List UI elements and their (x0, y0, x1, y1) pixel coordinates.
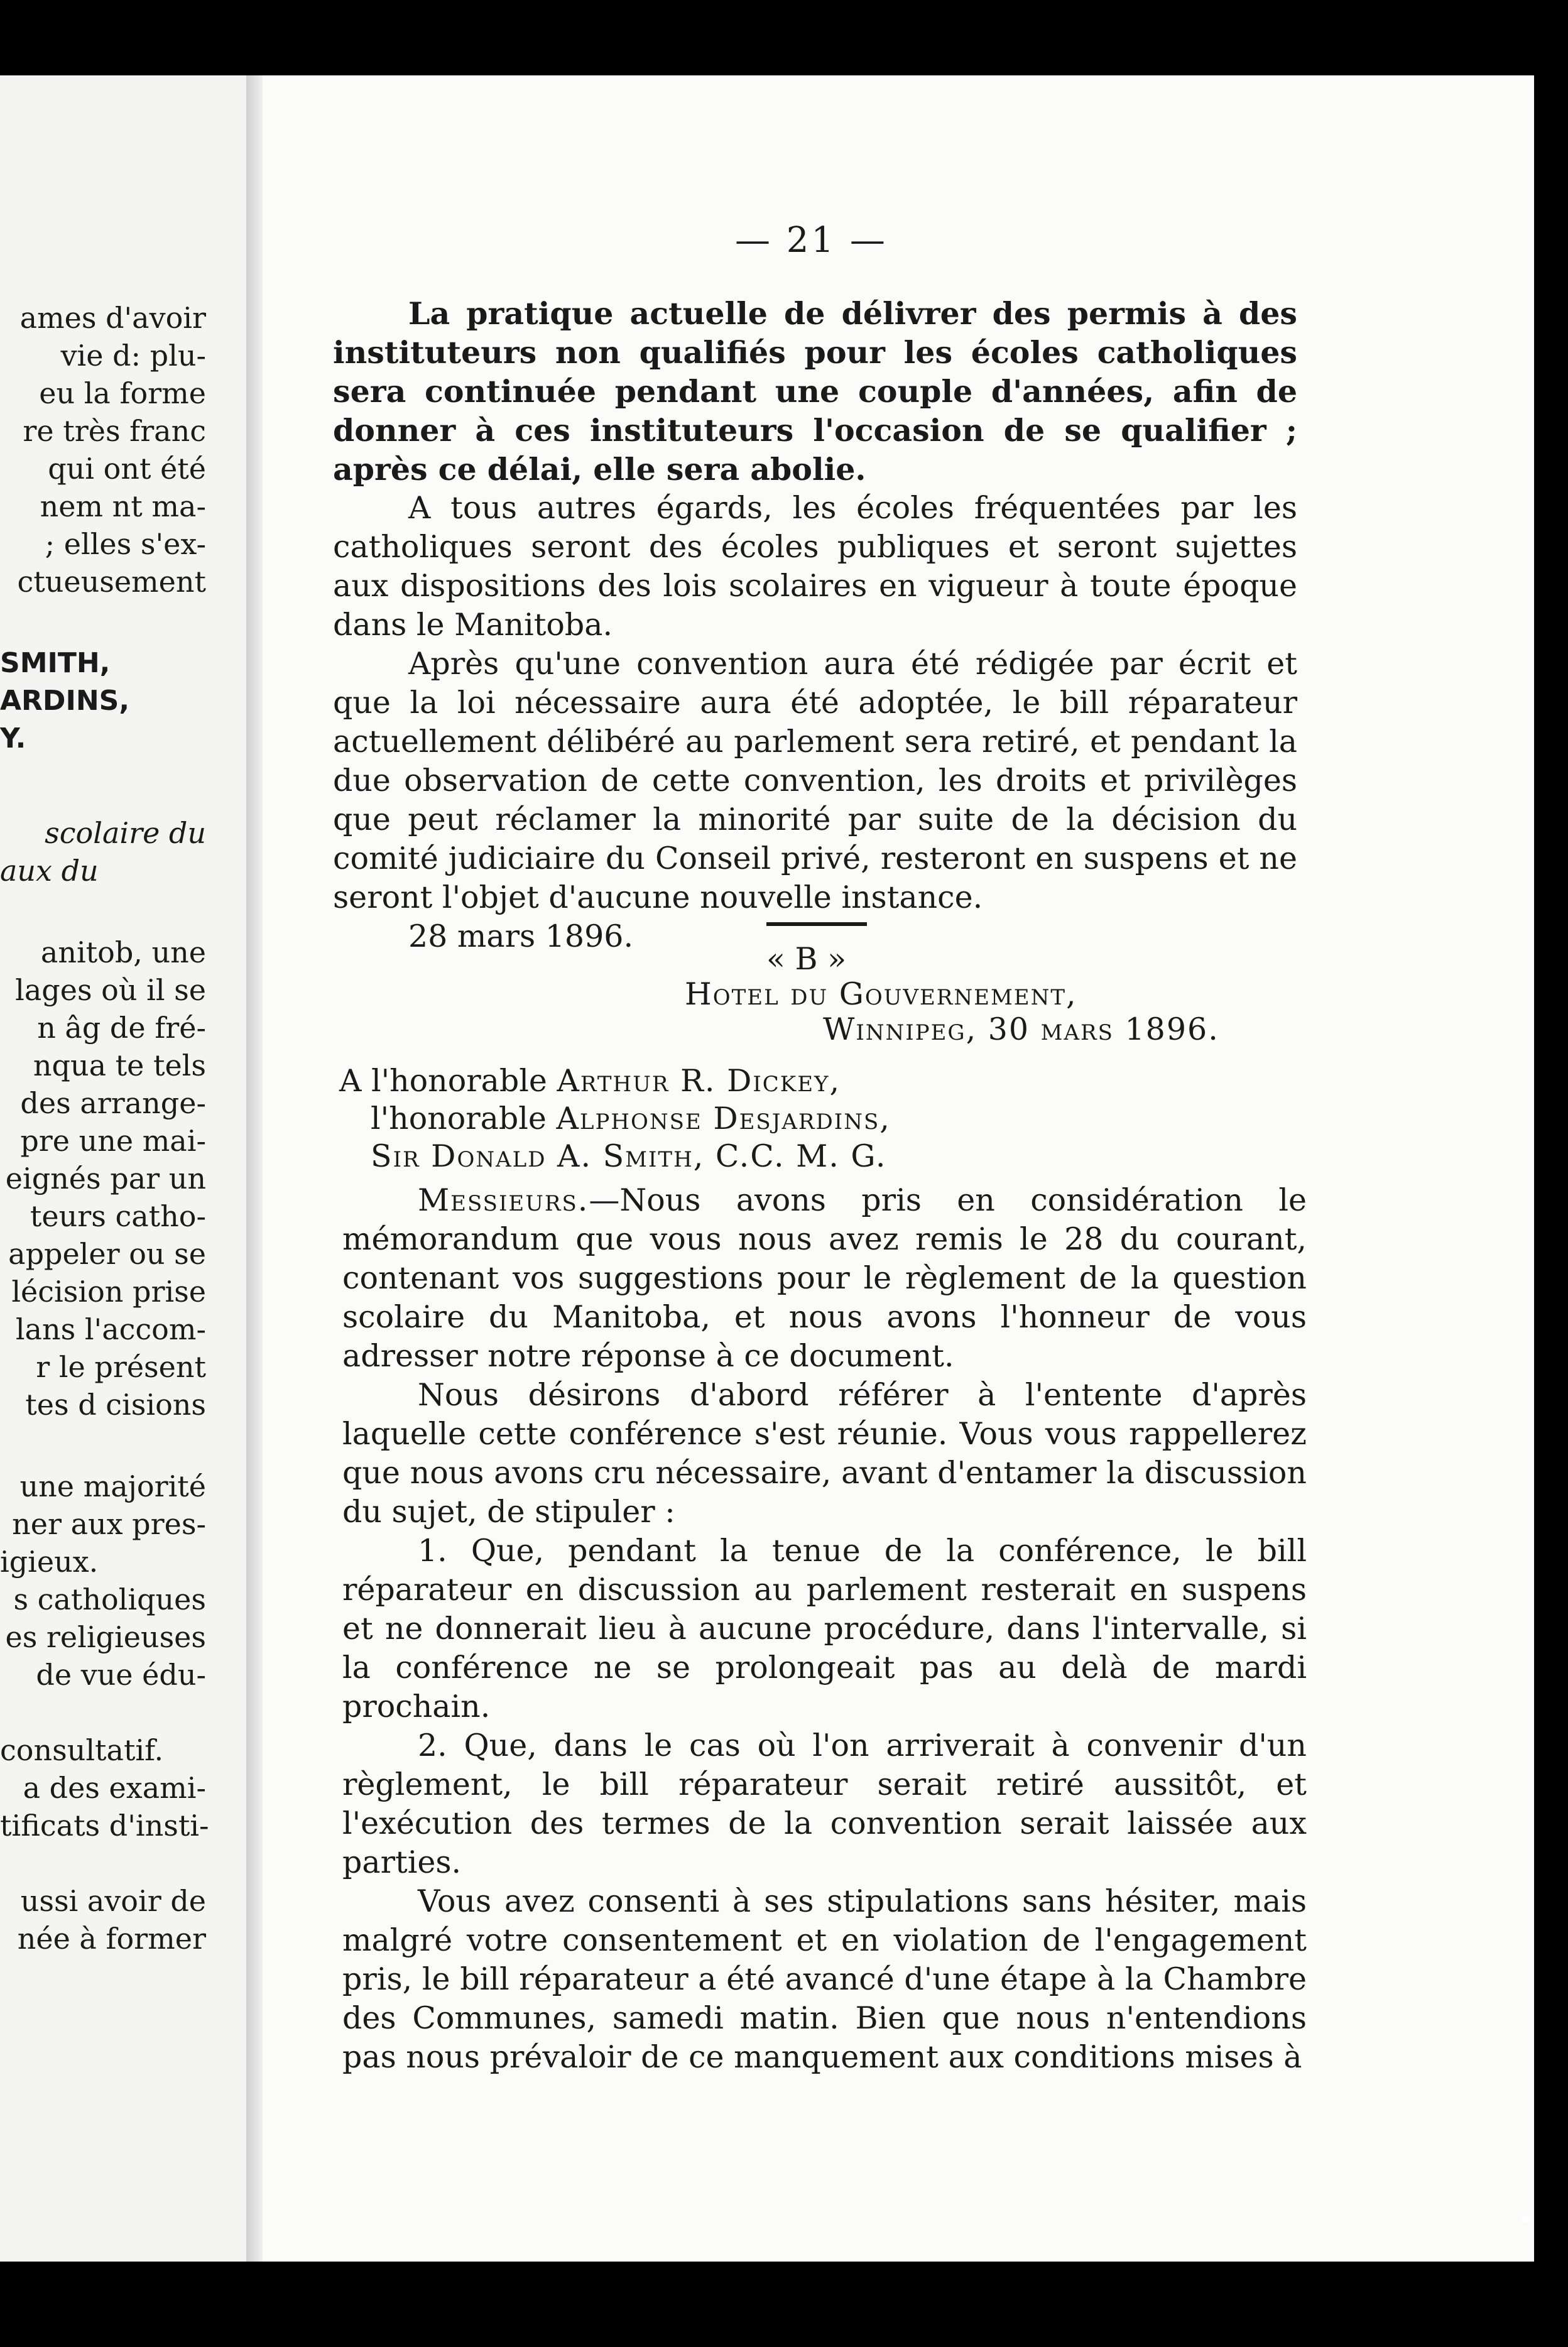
left-line: Y. (0, 722, 26, 754)
left-line: de vue édu- (36, 1658, 206, 1692)
left-line: ARDINS, (0, 685, 130, 717)
left-line: s catholiques (13, 1582, 206, 1616)
left-line: pre une mai- (20, 1124, 206, 1158)
left-line: aux du (0, 854, 99, 888)
left-line: tes d cisions (25, 1388, 206, 1422)
section-divider (766, 922, 867, 926)
paragraph: La pratique actuelle de délivrer des permis à des instituteurs non qualifiés pour les écoles catholiques sera continuée pendant une couple d'années, afin de donner à ces instituteurs l'occasion de se qualifier ; après ce délai, elle sera abolie. (333, 295, 1297, 487)
addressee-name: Arthur R. Dickey, (557, 1063, 841, 1099)
book-gutter (246, 75, 263, 2262)
left-line: ner aux pres- (12, 1507, 206, 1541)
paragraph: Nous désirons d'abord référer à l'entente d'après laquelle cette conférence s'est réunie. Vous vous rappellerez que nous avons cru nécessaire, avant d'entamer la discussion du sujet, de stipuler : (342, 1377, 1307, 1530)
text-block-letter (342, 1181, 1307, 2077)
paragraph (342, 1181, 1307, 1376)
salutation: Messieurs. (418, 1182, 589, 1218)
left-line: scolaire du (45, 816, 206, 850)
left-page (0, 75, 246, 2262)
paragraph: Après qu'une convention aura été rédigée par écrit et que la loi nécessaire aura été adoptée, le bill réparateur actuellement délibéré au parlement sera retiré, et pendant la due observation de cette convention, les droits et privilèges que peut réclamer la minorité par suite de la décision du comité judiciaire du Conseil privé, resteront en suspens et ne seront l'objet d'aucune nouvelle instance. (333, 646, 1297, 915)
addressee-1 (339, 1062, 841, 1101)
left-line: SMITH, (0, 647, 111, 679)
left-line: lécision prise (11, 1275, 206, 1309)
list-item: 2. Que, dans le cas où l'on arriverait à convenir d'un règlement, le bill réparateur serait retiré aussitôt, et l'exécution des termes de la convention serait laissée aux parties. (342, 1728, 1307, 1880)
paragraph-text: —Nous avons pris en considération le mémorandum que vous nous avez remis le 28 du courant, contenant vos suggestions pour le règlement de la question scolaire du Manitoba, et nous avons l'honneur de vous adresser notre réponse à ce document. (342, 1182, 1307, 1374)
left-line: qui ont été (48, 452, 206, 486)
left-line: ames d'avoir (19, 301, 206, 335)
left-line: re très franc (23, 414, 206, 448)
addressee-name: Alphonse Desjardins, (556, 1101, 891, 1136)
left-line: r le présent (36, 1350, 206, 1384)
left-line: lans l'accom- (15, 1312, 206, 1346)
left-line: née à former (17, 1922, 206, 1956)
left-line: lages où il se (15, 973, 206, 1007)
text-block-top (333, 294, 1297, 956)
paragraph: A tous autres égards, les écoles fréquentées par les catholiques seront des écoles publiques et seront sujettes aux dispositions des lois scolaires en vigueur à toute époque dans le Manitoba. (333, 490, 1297, 643)
left-line: igieux. (0, 1545, 99, 1579)
left-line: ; elles s'ex- (45, 527, 206, 561)
addressee-prefix: A l'honorable (339, 1063, 547, 1099)
left-line: nqua te tels (33, 1048, 206, 1082)
left-line: eu la forme (39, 376, 206, 410)
section-label: « B » (766, 941, 847, 977)
left-line: tificats d'insti- (0, 1809, 209, 1843)
left-line: es religieuses (5, 1620, 206, 1654)
left-line: n âg de fré- (37, 1011, 206, 1045)
scan-speck (1520, 2216, 1532, 2223)
left-line: ussi avoir de (20, 1884, 206, 1918)
page-number: — 21 — (735, 220, 888, 261)
left-line: eignés par un (5, 1162, 206, 1195)
left-line: anitob, une (40, 935, 206, 969)
left-line: ctueusement (17, 565, 206, 599)
left-line: teurs catho- (30, 1199, 206, 1233)
addressee-prefix: l'honorable (371, 1101, 547, 1136)
addressee-2 (371, 1099, 891, 1138)
date-line: 28 mars 1896. (408, 918, 634, 954)
addressee-3: Sir Donald A. Smith, C.C. M. G. (371, 1138, 887, 1174)
left-line: nem nt ma- (40, 489, 206, 523)
left-line: a des exami- (23, 1771, 206, 1805)
left-line: une majorité (19, 1469, 206, 1503)
paragraph: Vous avez consenti à ses stipulations sans hésiter, mais malgré votre consentement et en violation de l'engagement pris, le bill réparateur a été avancé d'une étape à la Chambre des Communes, samedi matin. Bien que nous n'entendions pas nous prévaloir de ce manquement aux conditions mises à (342, 1883, 1307, 2075)
left-line: consultatif. (0, 1733, 164, 1767)
left-line: des arrange- (20, 1086, 206, 1120)
heading-place: Hotel du Gouvernement, (685, 976, 1077, 1012)
left-line: vie d: plu- (60, 339, 206, 373)
list-item: 1. Que, pendant la tenue de la conférence, le bill réparateur en discussion au parlement resterait en suspens et ne donnerait lieu à aucune procédure, dans l'intervalle, si la conférence ne se prolongeait pas au delà de mardi prochain. (342, 1533, 1307, 1724)
left-line: appeler ou se (8, 1237, 206, 1271)
heading-date: Winnipeg, 30 mars 1896. (823, 1011, 1219, 1047)
